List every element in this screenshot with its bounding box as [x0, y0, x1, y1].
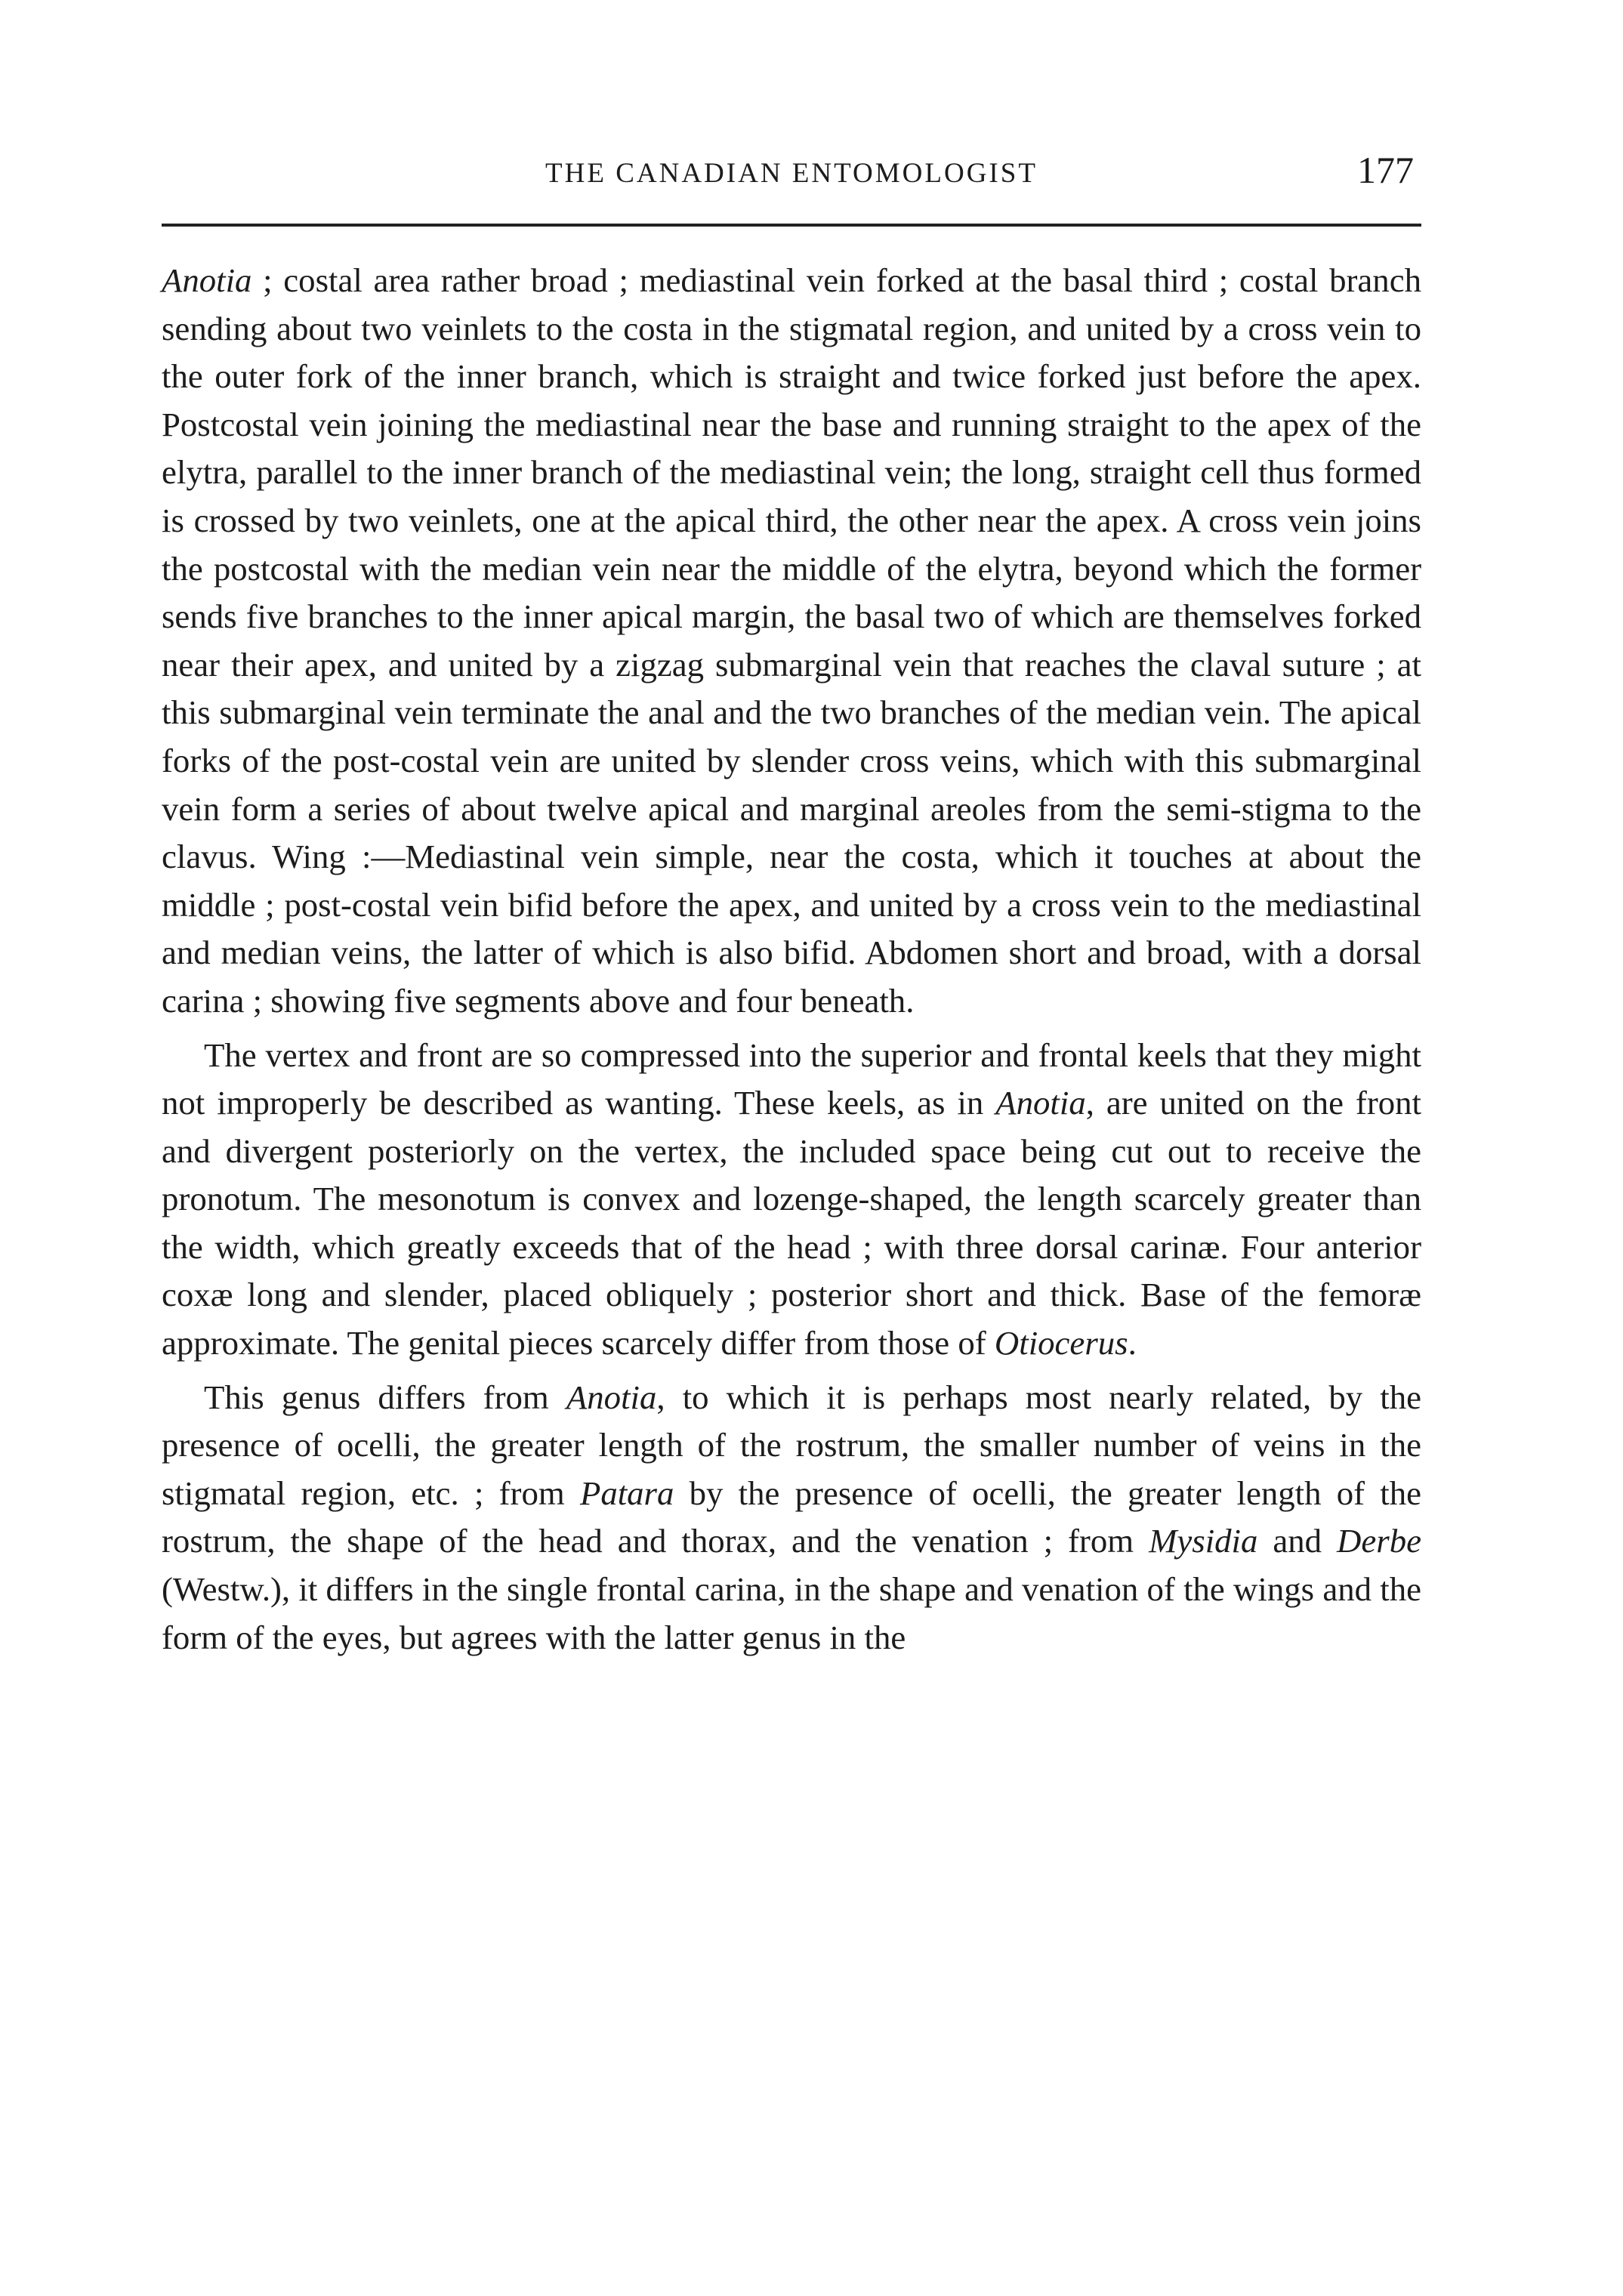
paragraph [162, 1032, 1421, 1368]
paragraph [162, 257, 1421, 1026]
italic-term: Otiocerus [994, 1324, 1128, 1362]
italic-term: Derbe [1337, 1522, 1421, 1560]
text-segment: by the presence of ocelli, the greater length of the rostrum, the shape of the head and thorax, and the venation ; from [162, 1474, 1421, 1560]
italic-term: Anotia [162, 261, 252, 299]
text-segment: , to which it is perhaps most nearly related, by the presence of ocelli, the greater length of the rostrum, the smaller number of veins in the stigmatal region, etc. ; from [162, 1378, 1421, 1512]
italic-term: Mysidia [1149, 1522, 1258, 1560]
page [162, 0, 1421, 2296]
italic-term: Anotia [995, 1084, 1086, 1122]
body-text [162, 257, 1421, 1662]
italic-term: Anotia [566, 1378, 657, 1416]
text-segment: , are united on the front and divergent posteriorly on the vertex, the included space being cut out to receive the pronotum. The mesonotum is convex and lozenge-shaped, the length scarcely greater than the width, which greatly exceeds that of the head ; with three dorsal carinæ. Four anterior coxæ long and slender, placed obliquely ; posterior short and thick. Base of the femoræ approximate. The genital pieces scarcely differ from those of [162, 1084, 1421, 1362]
text-segment: This genus differs from [204, 1378, 566, 1416]
text-segment: ; costal area rather broad ; mediastinal vein forked at the basal third ; costal branch sending about two veinlets to the costa in the stigmatal region, and united by a cross vein to the outer fork of the inner branch, which is straight and twice forked just before the apex. Postcostal vein joining the mediastinal near the base and running straight to the apex of the elytra, parallel to the inner branch of the mediastinal vein; the long, straight cell thus formed is crossed by two veinlets, one at the apical third, the other near the apex. A cross vein joins the postcostal with the median vein near the middle of the elytra, beyond which the former sends five branches to the inner apical margin, the basal two of which are themselves forked near their apex, and united by a zigzag submarginal vein that reaches the claval suture ; at this submarginal vein terminate the anal and the two branches of the median vein. The apical forks of the post-costal vein are united by slender cross veins, which with this submarginal vein form a series of about twelve apical and marginal areoles from the semi-stigma to the clavus. Wing :—Mediastinal vein simple, near the costa, which it touches at about the middle ; post-costal vein bifid before the apex, and united by a cross vein to the mediastinal and median veins, the latter of which is also bifid. Abdomen short and broad, with a dorsal carina ; showing five segments above and four beneath. [162, 261, 1421, 1020]
page-number: 177 [1357, 149, 1414, 191]
text-segment: The vertex and front are so compressed into the superior and frontal keels that they might not improperly be described as wanting. These keels, as in [162, 1035, 1421, 1122]
text-segment: . [1128, 1324, 1137, 1362]
text-segment: (Westw.), it differs in the single frontal carina, in the shape and venation of the wings and the form of the eyes, but agrees with the latter genus in the [162, 1570, 1421, 1656]
running-head [162, 148, 1421, 201]
italic-term: Patara [579, 1474, 674, 1512]
paragraph [162, 1374, 1421, 1662]
header-rule [162, 224, 1421, 227]
journal-title: THE CANADIAN ENTOMOLOGIST [545, 158, 1038, 189]
text-segment: and [1257, 1522, 1338, 1560]
